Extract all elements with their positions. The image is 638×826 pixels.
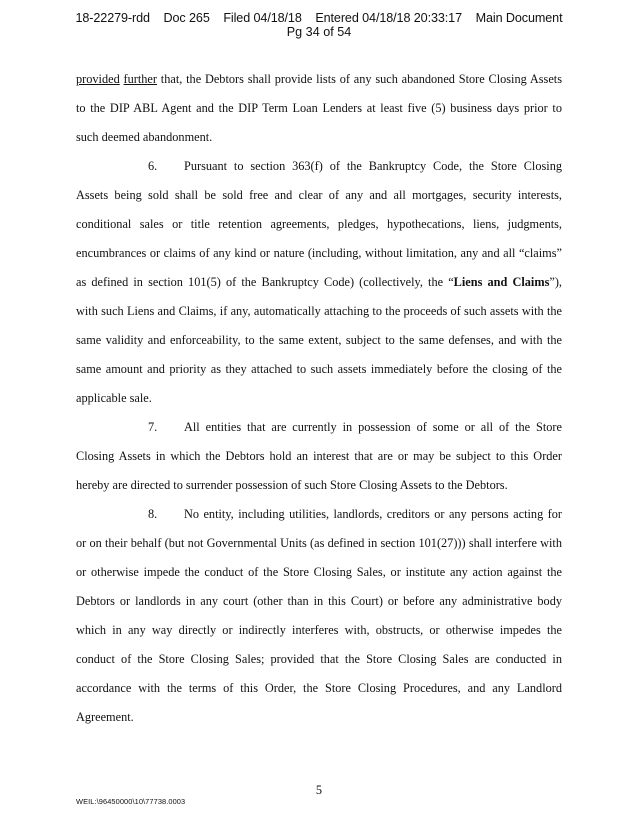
- text-line: Assets being sold shall be sold free and clear of any and all mortgages, security interests,: [76, 188, 562, 202]
- text-line: such deemed abandonment.: [76, 130, 213, 144]
- text-line: same validity and enforceability, to the same extent, subject to the same defenses, and with the: [76, 333, 562, 347]
- text-line: to the DIP ABL Agent and the DIP Term Loan Lenders at least five (5) business days prior to: [76, 101, 562, 115]
- text-run: No entity, including utilities, landlords, creditors or any persons acting for: [184, 507, 562, 521]
- underlined-term: further: [123, 72, 157, 86]
- paragraph-6-first-line: [76, 158, 562, 174]
- paragraph-number: 7.: [148, 420, 158, 434]
- text-line: encumbrances or claims of any kind or nature (including, without limitation, any and all “claims”: [76, 246, 562, 260]
- paragraph-number: 8.: [148, 507, 158, 521]
- text-line: hereby are directed to surrender possession of such Store Closing Assets to the Debtors.: [76, 478, 508, 492]
- paragraph-7-first-line: [76, 419, 562, 435]
- text-line: or otherwise impede the conduct of the Store Closing Sales, or institute any action against the: [76, 565, 562, 579]
- text-line: which in any way directly or indirectly interferes with, obstructs, or otherwise impedes the: [76, 623, 562, 637]
- text-line: Debtors or landlords in any court (other than in this Court) or before any administrative body: [76, 594, 562, 608]
- underlined-term: provided: [76, 72, 120, 86]
- page-number: 5: [315, 783, 323, 797]
- text-line: or on their behalf (but not Governmental Units (as defined in section 101(27))) shall interfere with: [76, 536, 562, 550]
- text-line: same amount and priority as they attached to such assets immediately before the closing of the: [76, 362, 562, 376]
- text-run: Pursuant to section 363(f) of the Bankruptcy Code, the Store Closing: [184, 159, 562, 173]
- court-filing-header: [0, 11, 638, 39]
- text-line: Agreement.: [76, 710, 134, 724]
- page-count-line: Pg 34 of 54: [286, 25, 352, 39]
- document-id: WEIL:\96450000\10\77738.0003: [76, 797, 186, 806]
- text-line: [76, 71, 562, 87]
- text-line: Closing Assets in which the Debtors hold an interest that are or may be subject to this Order: [76, 449, 562, 463]
- text-line: conduct of the Store Closing Sales; provided that the Store Closing Sales are conducted in: [76, 652, 562, 666]
- paragraph-number: 6.: [148, 159, 158, 173]
- text-line: conditional sales or title retention agreements, pledges, hypothecations, liens, judgments,: [76, 217, 562, 231]
- text-line: applicable sale.: [76, 391, 152, 405]
- text-line: with such Liens and Claims, if any, automatically attaching to the proceeds of such assets with the: [76, 304, 562, 318]
- paragraph-8-first-line: [76, 506, 562, 522]
- defined-term: Liens and Claims: [453, 275, 550, 289]
- text-line: as defined in section 101(5) of the Bankruptcy Code) (collectively, the “Liens and Claims”),: [76, 275, 562, 289]
- text-run: that, the Debtors shall provide lists of any such abandoned Store Closing Assets: [157, 72, 563, 86]
- text-line: accordance with the terms of this Order, the Store Closing Procedures, and any Landlord: [76, 681, 562, 695]
- text-run: All entities that are currently in possession of some or all of the Store: [184, 420, 562, 434]
- filing-stamp-line: 18-22279-rdd Doc 265 Filed 04/18/18 Entered 04/18/18 20:33:17 Main Document: [75, 11, 563, 25]
